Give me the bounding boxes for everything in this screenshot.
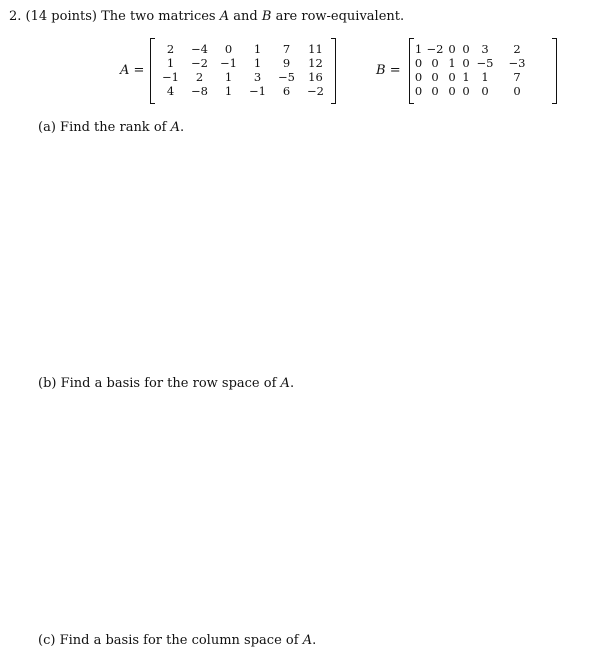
matrix-a-row — [156, 42, 330, 56]
matrix-a-row — [156, 84, 330, 98]
matrix-a — [150, 38, 336, 104]
matrix-b-equals: = — [389, 63, 401, 78]
matrix-b-cell: 3 — [481, 42, 489, 56]
matrix-b — [409, 38, 557, 104]
matrix-b-cell: 0 — [462, 56, 470, 70]
matrix-a-cell: 11 — [308, 42, 323, 56]
part-b-var: A — [280, 376, 290, 391]
part-a-label: (a) — [38, 120, 56, 135]
problem-text-before: The two matrices — [101, 9, 216, 24]
matrix-a-cell: −2 — [191, 56, 208, 70]
problem-number: 2. — [9, 9, 22, 24]
matrix-b-cell: 0 — [462, 42, 470, 56]
matrix-a-cell: −1 — [249, 84, 266, 98]
matrix-b-cell: 7 — [513, 70, 521, 84]
matrix-a-label — [120, 63, 144, 78]
matrix-a-equals: = — [133, 63, 145, 78]
matrix-b-cell: 1 — [448, 56, 456, 70]
matrix-a-cell: 6 — [282, 84, 291, 98]
matrix-b-name: B — [376, 63, 386, 78]
matrix-b-cell: 0 — [448, 42, 456, 56]
matrix-a-cell: 1 — [224, 84, 233, 98]
part-b-label: (b) — [38, 376, 57, 391]
part-c — [38, 633, 316, 648]
matrix-a-cell: −8 — [191, 84, 208, 98]
matrix-b-row — [412, 70, 537, 84]
matrix-b-cell: 0 — [431, 84, 439, 98]
matrix-b-cell: 1 — [414, 42, 423, 56]
matrix-b-right-bracket — [552, 38, 557, 104]
matrix-b-cell: −2 — [426, 42, 444, 56]
matrix-a-cell: 12 — [308, 56, 323, 70]
problem-text-after: are row-equivalent. — [275, 9, 405, 24]
matrix-a-cell: 1 — [166, 56, 175, 70]
matrix-b-cell: 0 — [431, 56, 439, 70]
matrix-b-cell: 0 — [414, 56, 423, 70]
part-c-text: Find a basis for the column space of — [59, 633, 299, 648]
part-a-text: Find the rank of — [60, 120, 167, 135]
matrix-b-cell: 1 — [462, 70, 470, 84]
matrix-b-cell: 0 — [462, 84, 470, 98]
matrix-b-table — [412, 42, 537, 98]
matrix-b-cell: 0 — [448, 70, 456, 84]
matrix-a-cell: −1 — [220, 56, 237, 70]
part-a — [38, 120, 184, 135]
matrix-a-row — [156, 70, 330, 84]
part-c-label: (c) — [38, 633, 56, 648]
matrix-a-cell: −5 — [278, 70, 295, 84]
matrix-b-cell: 0 — [481, 84, 489, 98]
part-b-end: . — [289, 376, 295, 391]
matrix-a-cell: 0 — [224, 42, 233, 56]
matrix-a-cell: 3 — [253, 70, 262, 84]
matrix-a-cell: 2 — [166, 42, 175, 56]
part-c-var: A — [302, 633, 313, 648]
part-b — [38, 376, 294, 391]
matrix-b-row — [412, 84, 537, 98]
part-a-end: . — [180, 120, 185, 135]
matrix-b-row — [412, 56, 537, 70]
matrix-a-cell: 1 — [224, 70, 233, 84]
matrix-a-cell: −1 — [162, 70, 179, 84]
matrix-a-cell: 2 — [195, 70, 204, 84]
matrix-a-cell: 4 — [166, 84, 175, 98]
problem-statement — [9, 9, 404, 24]
matrix-a-left-bracket — [150, 38, 155, 104]
part-a-var: A — [170, 120, 180, 135]
part-b-text: Find a basis for the row space of — [60, 376, 277, 391]
matrix-b-cell: 1 — [481, 70, 489, 84]
matrix-b-cell: 0 — [448, 84, 456, 98]
matrix-b-cell: 2 — [513, 42, 521, 56]
matrix-b-cell: 0 — [414, 84, 423, 98]
matrix-a-cell: 16 — [308, 70, 323, 84]
matrix-b-cell: −3 — [508, 56, 526, 70]
problem-points: (14 points) — [25, 9, 97, 24]
matrix-a-cell: −2 — [307, 84, 324, 98]
part-c-end: . — [312, 633, 317, 648]
matrix-a-table — [156, 42, 330, 98]
matrix-a-cell: 1 — [253, 42, 262, 56]
matrix-a-cell: 7 — [282, 42, 291, 56]
problem-var-a: A — [219, 9, 230, 24]
matrix-b-cell: 0 — [513, 84, 521, 98]
matrix-b-label — [376, 63, 401, 78]
matrix-b-row — [412, 42, 537, 56]
matrix-a-name: A — [120, 63, 130, 78]
matrix-b-cell: 0 — [414, 70, 423, 84]
matrix-b-cell: 0 — [431, 70, 439, 84]
matrix-a-cell: 1 — [253, 56, 262, 70]
problem-word-and: and — [233, 9, 258, 24]
matrix-a-cell: 9 — [282, 56, 291, 70]
matrix-a-right-bracket — [331, 38, 336, 104]
matrix-a-cell: −4 — [191, 42, 208, 56]
matrix-b-cell: −5 — [476, 56, 494, 70]
matrix-a-row — [156, 56, 330, 70]
problem-var-b: B — [261, 9, 272, 24]
